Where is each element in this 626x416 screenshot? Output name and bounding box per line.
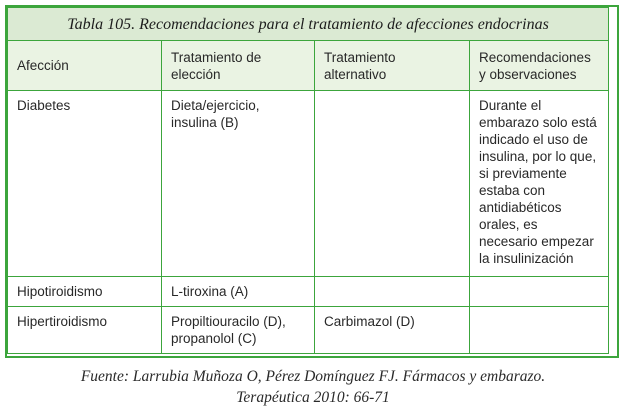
table-title-row xyxy=(8,8,609,41)
table-row-hipertiroidismo xyxy=(8,307,609,354)
cell-tratamiento-alternativo: Carbimazol (D) xyxy=(315,307,470,354)
cell-afeccion: Hipertiroidismo xyxy=(8,307,162,354)
column-header-recomendaciones: Recomendaciones y observaciones xyxy=(470,41,609,91)
endocrine-treatments-table xyxy=(7,7,609,354)
cell-tratamiento-eleccion: L-tiroxina (A) xyxy=(162,277,315,307)
cell-afeccion: Diabetes xyxy=(8,91,162,277)
cell-afeccion: Hipotiroidismo xyxy=(8,277,162,307)
column-header-tratamiento-eleccion: Tratamiento de elección xyxy=(162,41,315,91)
cell-recomendaciones: Durante el embarazo solo está indicado el uso de insulina, por lo que, si previamente estaba con antidiabéticos orales, es necesario empezar la insulinización xyxy=(470,91,609,277)
cell-recomendaciones xyxy=(470,307,609,354)
source-citation xyxy=(0,366,626,408)
column-header-tratamiento-alternativo: Tratamiento alternativo xyxy=(315,41,470,91)
table-header-row xyxy=(8,41,609,91)
cell-tratamiento-alternativo xyxy=(315,91,470,277)
cell-tratamiento-eleccion: Dieta/ejercicio, insulina (B) xyxy=(162,91,315,277)
source-citation-line2: Terapéutica 2010: 66-71 xyxy=(236,389,390,406)
source-citation-line1: Fuente: Larrubia Muñoza O, Pérez Domínguez FJ. Fármacos y embarazo. xyxy=(80,368,546,385)
table-row-hipotiroidismo xyxy=(8,277,609,307)
column-header-afeccion: Afección xyxy=(8,41,162,91)
cell-tratamiento-eleccion: Propiltiouracilo (D), propanolol (C) xyxy=(162,307,315,354)
table-title: Tabla 105. Recomendaciones para el tratamiento de afecciones endocrinas xyxy=(8,8,609,41)
cell-tratamiento-alternativo xyxy=(315,277,470,307)
table-frame xyxy=(5,5,619,358)
cell-recomendaciones xyxy=(470,277,609,307)
table-row-diabetes xyxy=(8,91,609,277)
